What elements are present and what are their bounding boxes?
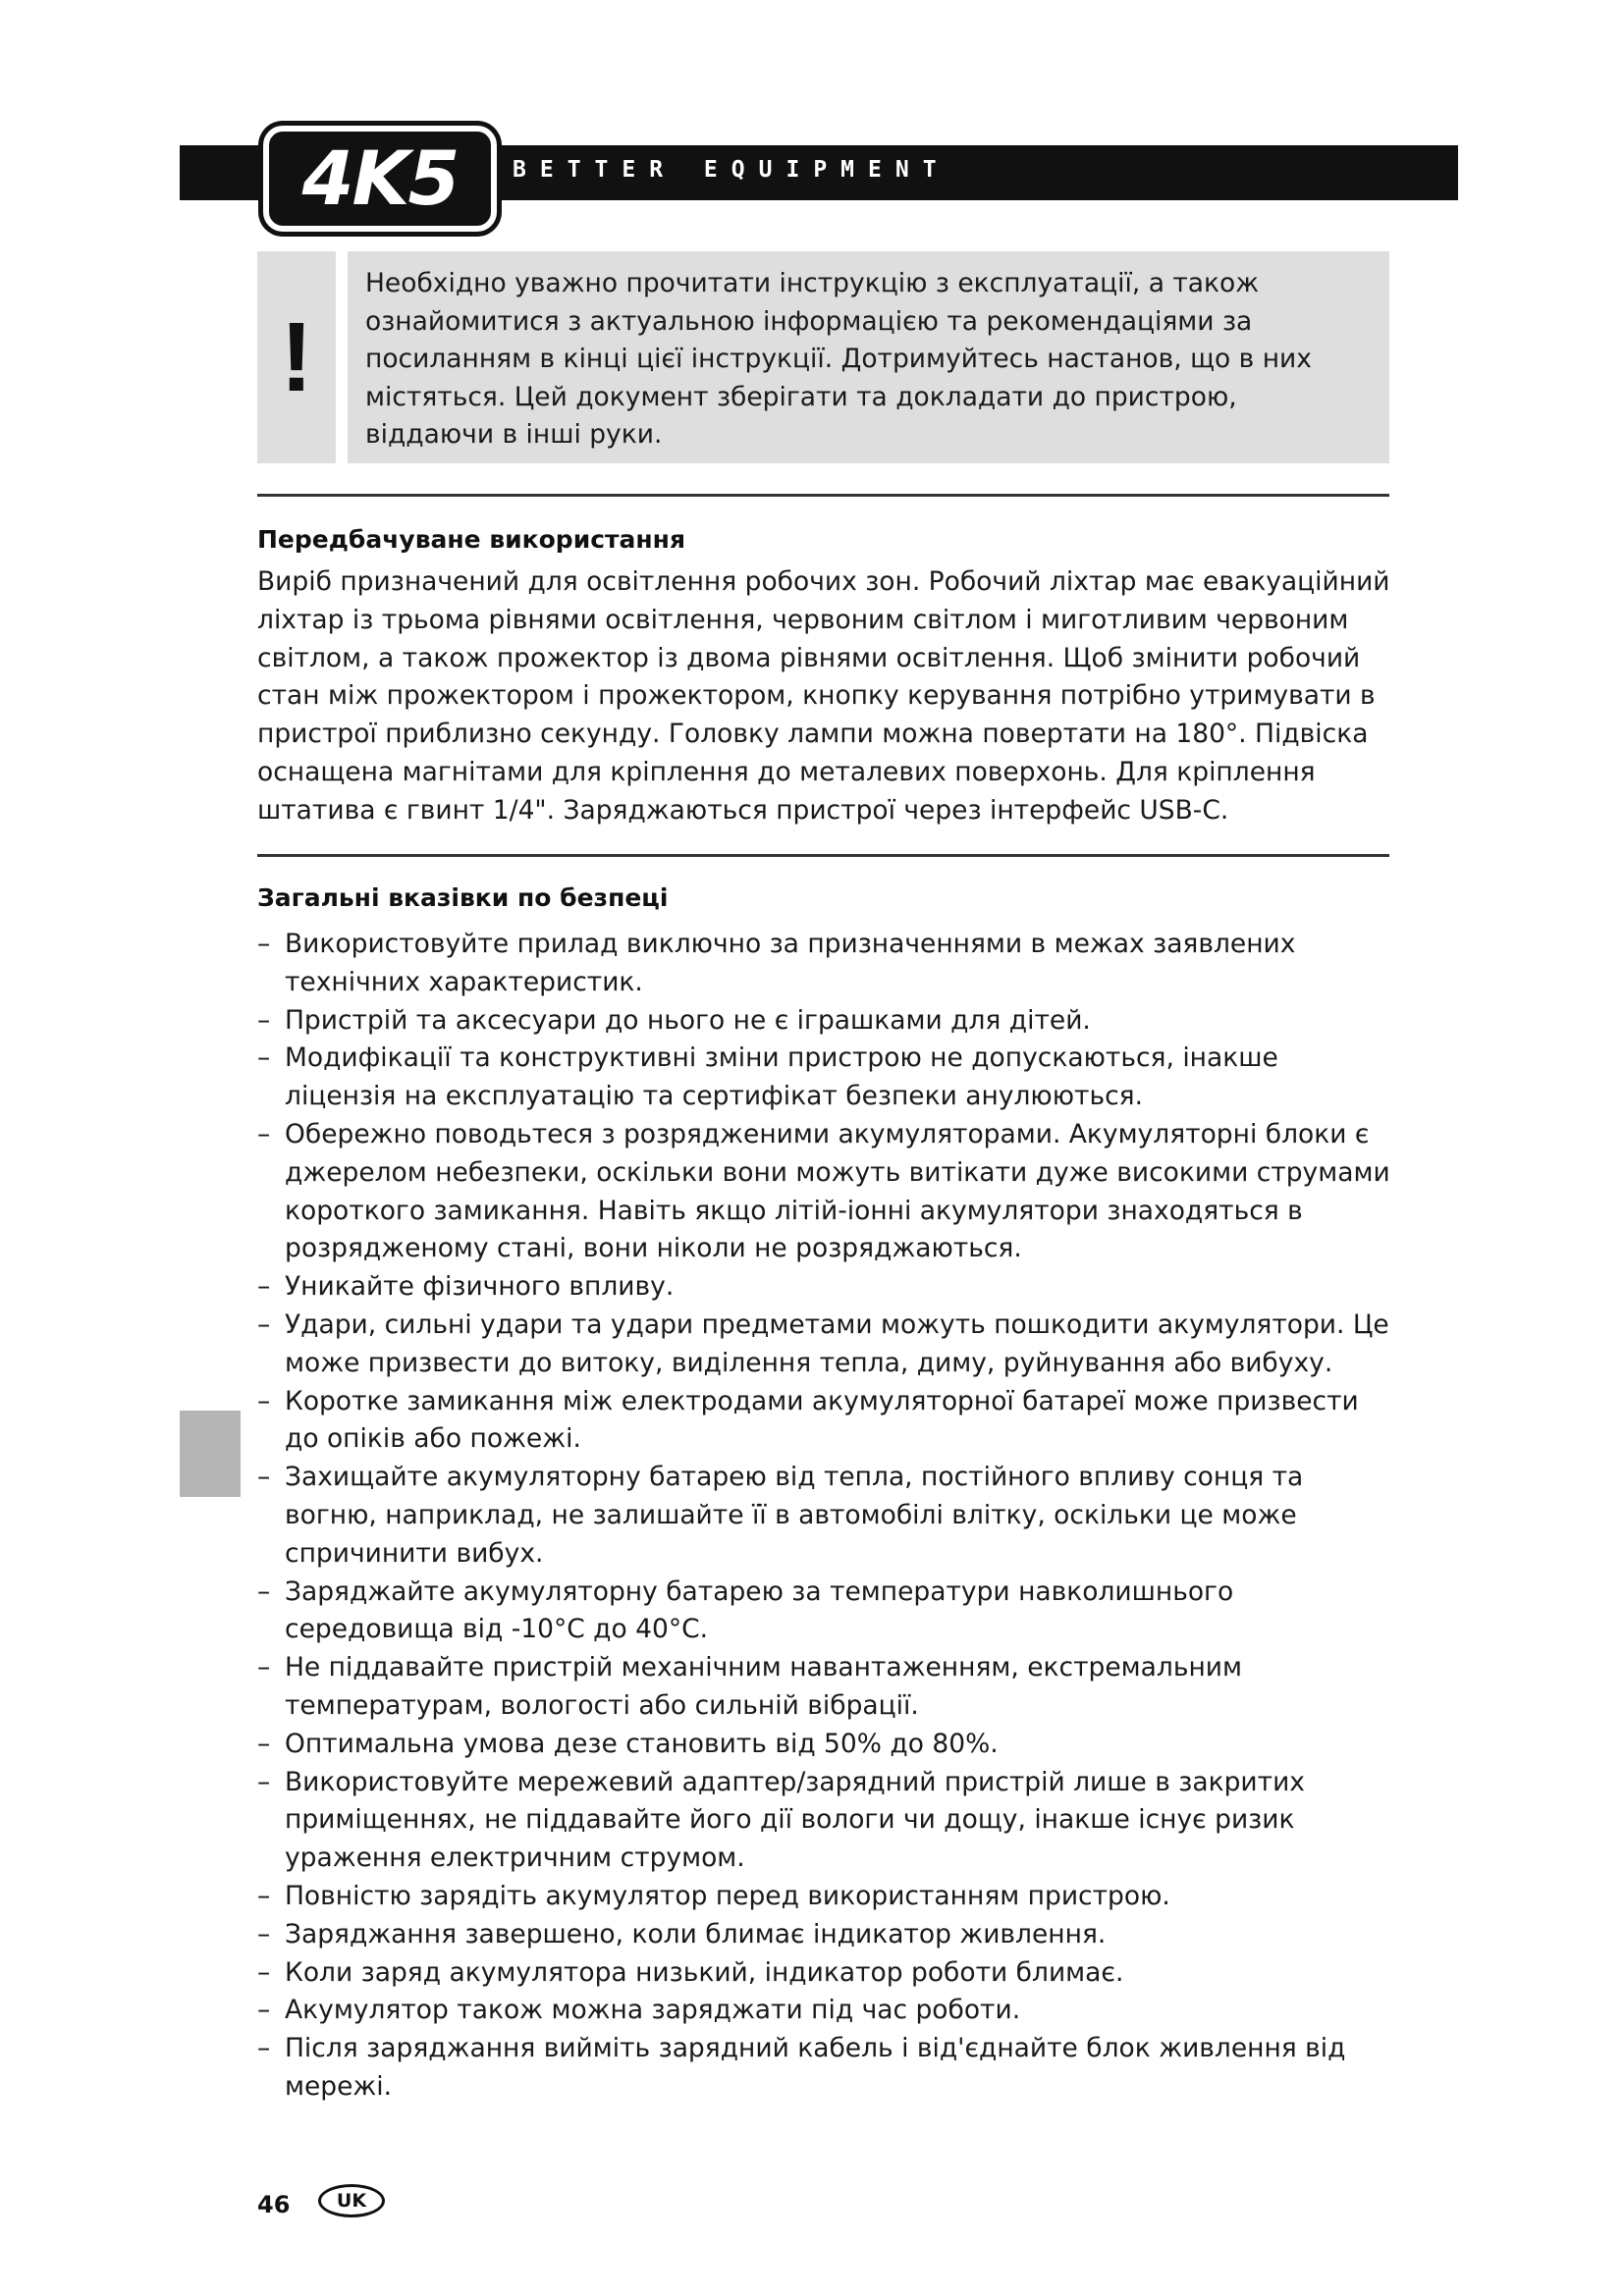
safety-item: – Акумулятор також можна заряджати під час роботи.: [257, 1992, 1396, 2030]
intended-use-section: [257, 522, 1396, 830]
safety-item: – Удари, сильні удари та удари предметами можуть пошкодити акумулятори. Це може призвести до витоку, виділення тепла, диму, руйнування або вибуху.: [257, 1307, 1396, 1383]
section-divider: [257, 854, 1389, 857]
logo-text: 4K5: [301, 134, 459, 222]
safety-item: – Заряджання завершено, коли блимає індикатор живлення.: [257, 1916, 1396, 1954]
safety-item: – Заряджайте акумуляторну батарею за температури навколишнього середовища від -10°C до 40°C.: [257, 1574, 1396, 1650]
notice-text: Необхідно уважно прочитати інструкцію з експлуатації, а також ознайомитися з актуальною інформацією та рекомендаціями за посиланням в кінці цієї інструкції. Дотримуйтесь настанов, що в них містяться. Цей документ зберігати та докладати до пристрою, віддаючи в інші руки.: [365, 268, 1312, 450]
exclamation-icon: [257, 251, 336, 463]
safety-item: – Після заряджання вийміть зарядний кабель і від'єднайте блок живлення від мережі.: [257, 2030, 1396, 2107]
exclamation-mark: !: [280, 302, 313, 412]
safety-item: – Пристрій та аксесуари до нього не є іграшками для дітей.: [257, 1002, 1396, 1041]
safety-item: – Уникайте фізичного впливу.: [257, 1268, 1396, 1307]
safety-item: – Використовуйте прилад виключно за призначеннями в межах заявлених технічних характеристик.: [257, 926, 1396, 1002]
safety-item: – Обережно поводьтеся з розрядженими акумуляторами. Акумуляторні блоки є джерелом небезпеки, оскільки вони можуть витікати дуже високими струмами короткого замикання. Навіть якщо літій-іонні акумулятори знаходяться в розрядженому стані, вони ніколи не розряджаються.: [257, 1116, 1396, 1268]
intended-use-heading: Передбачуване використання: [257, 525, 685, 554]
section-divider: [257, 494, 1389, 497]
safety-item: – Коротке замикання між електродами акумуляторної батареї може призвести до опіків або пожежі.: [257, 1383, 1396, 1460]
intended-use-body: Виріб призначений для освітлення робочих зон. Робочий ліхтар має евакуаційний ліхтар із трьома рівнями освітлення, червоним світлом і миготливим червоним світлом, а також прожектор із двома рівнями освітлення. Щоб змінити робочий стан між прожектором і прожектором, кнопку керування потрібно утримувати в пристрої приблизно секунду. Головку лампи можна повертати на 180°. Підвіска оснащена магнітами для кріплення до металевих поверхонь. Для кріплення штатива є гвинт 1/4". Заряджаються пристрої через інтерфейс USB-C.: [257, 566, 1390, 826]
chapter-tab: [180, 1411, 241, 1497]
safety-item: – Повністю зарядіть акумулятор перед використанням пристрою.: [257, 1878, 1396, 1916]
language-badge: UK: [318, 2184, 385, 2217]
safety-item: – Використовуйте мережевий адаптер/зарядний пристрій лише в закритих приміщеннях, не піддавайте його дії вологи чи дощу, інакше існує ризик ураження електричним струмом.: [257, 1764, 1396, 1878]
notice-box: [348, 251, 1389, 463]
safety-list: [257, 926, 1396, 2107]
safety-heading: Загальні вказівки по безпеці: [257, 883, 669, 912]
page-number: 46: [257, 2191, 291, 2218]
safety-item: – Модифікації та конструктивні зміни пристрою не допускаються, інакше ліцензія на експлуатацію та сертифікат безпеки анулюються.: [257, 1040, 1396, 1116]
safety-item: – Не піддавайте пристрій механічним навантаженням, екстремальним температурам, вологості або сильній вібрації.: [257, 1649, 1396, 1726]
safety-section: [257, 881, 1396, 2107]
safety-item: – Оптимальна умова дезе становить від 50% до 80%.: [257, 1726, 1396, 1764]
brand-tagline: BETTER EQUIPMENT: [513, 157, 950, 183]
safety-item: – Коли заряд акумулятора низький, індикатор роботи блимає.: [257, 1954, 1396, 1993]
safety-item: – Захищайте акумуляторну батарею від тепла, постійного впливу сонця та вогню, наприклад, не залишайте її в автомобілі влітку, оскільки це може спричинити вибух.: [257, 1459, 1396, 1573]
brand-logo: [263, 126, 497, 232]
